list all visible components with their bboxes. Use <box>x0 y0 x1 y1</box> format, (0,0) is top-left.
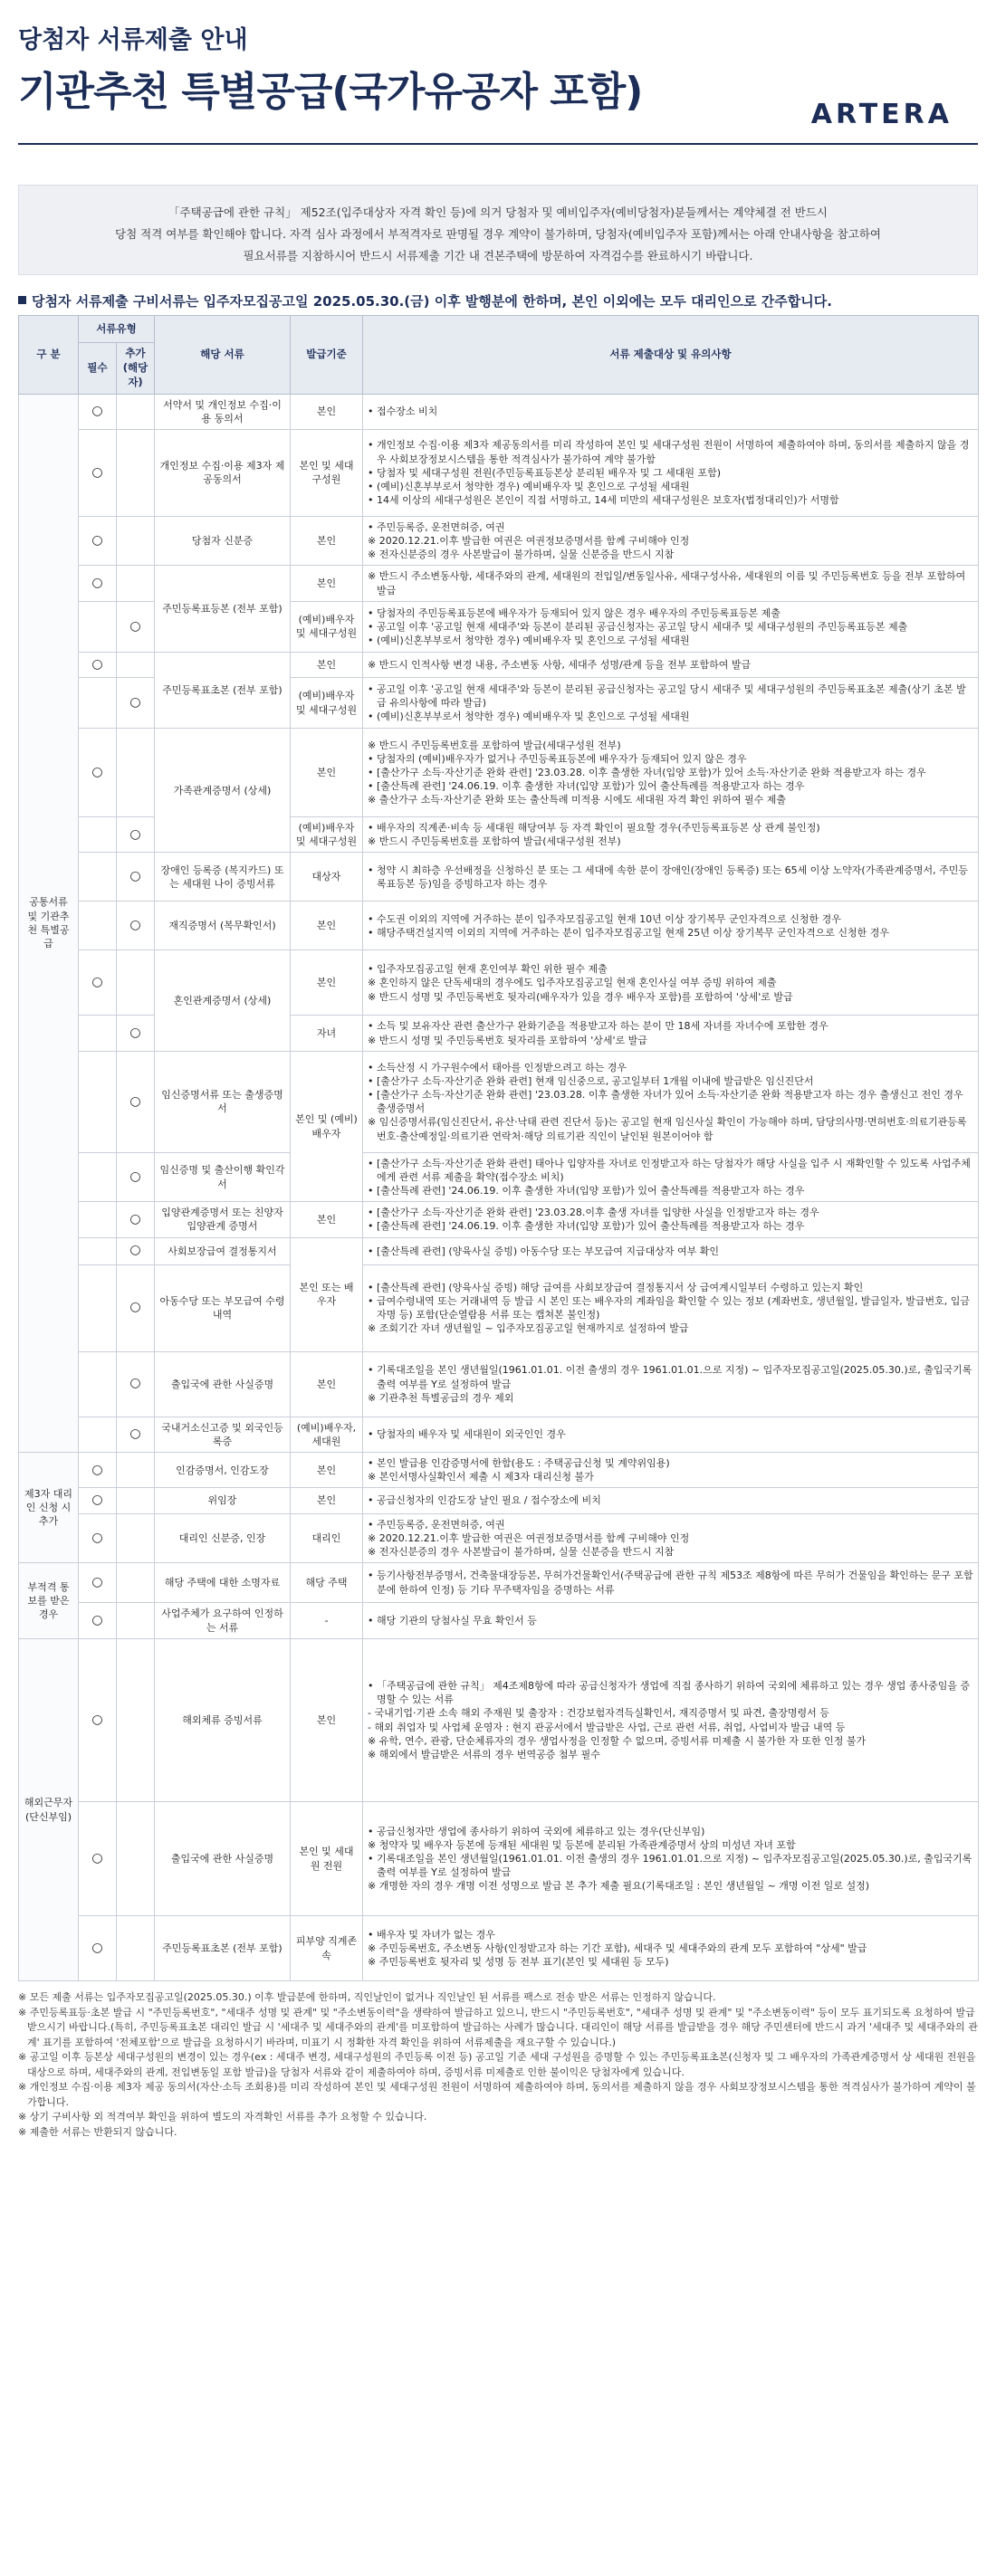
notes-cell <box>363 1202 979 1237</box>
criteria-cell: 본인 <box>291 566 363 601</box>
required-mark: ○ <box>79 950 117 1016</box>
additional-mark <box>117 1639 155 1802</box>
table-row <box>19 1152 979 1202</box>
notes-cell <box>363 1016 979 1051</box>
category-cell: 제3자 대리인 신청 시 추가 <box>19 1452 79 1562</box>
note-line: ※ 반드시 성명 및 주민등록번호 뒷자리(배우자가 있을 경우 배우자 포함)를 포함하여 '상세'로 발급 <box>368 990 793 1003</box>
required-mark: ○ <box>79 1563 117 1603</box>
additional-mark: ○ <box>117 1202 155 1237</box>
note-line: • 입주자모집공고일 현재 혼인여부 확인 위한 필수 제출 <box>368 963 608 976</box>
additional-mark: ○ <box>117 1051 155 1152</box>
additional-mark: ○ <box>117 678 155 729</box>
note-line: • [출산특례 관련] (양육사실 증빙) 해당 급여를 사회보장급여 결정통지서 상 급여계시일부터 수령하고 있는지 확인 <box>368 1281 864 1293</box>
criteria-cell: 본인 및 세대구성원 <box>291 429 363 516</box>
additional-mark: ○ <box>117 853 155 902</box>
doc-name: 주민등록표등본 (전부 포함) <box>155 566 291 652</box>
notes-cell <box>363 902 979 950</box>
table-row <box>19 902 979 950</box>
note-line: • (예비)신혼부부로서 청약한 경우) 예비배우자 및 혼인으로 구성될 세대원 <box>368 481 690 492</box>
doc-name: 임신증명 및 출산이행 확인각서 <box>155 1152 291 1202</box>
required-mark: ○ <box>79 516 117 566</box>
note-line: • 소득산정 시 가구원수에서 태아를 인정받으려고 하는 경우 <box>368 1061 627 1073</box>
notes-cell <box>363 678 979 729</box>
table-row <box>19 1639 979 1802</box>
additional-mark: ○ <box>117 1016 155 1051</box>
table-row <box>19 652 979 677</box>
note-line: • 당첨자의 주민등록표등본에 배우자가 등재되어 있지 않은 경우 배우자의 주민등록표등본 제출 <box>368 606 781 619</box>
notes-cell <box>363 1417 979 1452</box>
notice-text: 당첨자 서류제출 구비서류는 입주자모집공고일 2025.05.30.(금) 이후 발행분에 한하며, 본인 이외에는 모두 대리인으로 간주합니다. <box>32 293 832 310</box>
additional-mark <box>117 1513 155 1563</box>
notes-cell <box>363 394 979 429</box>
notes-cell <box>363 1639 979 1802</box>
note-line: • [출산가구 소득·자산기준 완화 관련] 태아나 입양자를 자녀로 인정받고자 하는 당첨자가 해당 사실을 입주 시 재확인할 수 있도록 사업주체에게 관련 서류 제출을 확약(접수장소 비치) <box>368 1157 971 1183</box>
required-mark <box>79 678 117 729</box>
page-subtitle: 당첨자 서류제출 안내 <box>18 26 248 54</box>
criteria-cell: 본인 <box>291 1351 363 1417</box>
table-row <box>19 1603 979 1639</box>
note-line: • [출산특례 관련] (양육사실 증빙) 아동수당 또는 부모급여 지급대상자 여부 확인 <box>368 1245 720 1257</box>
additional-mark <box>117 1488 155 1513</box>
note-line: • 주민등록증, 운전면허증, 여권 <box>368 520 505 533</box>
note-line: • 당첨자의 (예비)배우자가 없거나 주민등록표등본에 배우자가 등재되어 있지 않은 경우 <box>368 752 747 765</box>
criteria-cell: 본인 <box>291 950 363 1016</box>
note-line: • 14세 이상의 세대구성원은 본인이 직접 서명하고, 14세 미만의 세대구성원은 보호자(법정대리인)가 서명함 <box>368 494 839 507</box>
footnote: ※ 모든 제출 서류는 입주자모집공고일(2025.05.30.) 이후 발급분에 한하며, 직인날인이 없거나 직인날인 된 서류를 팩스로 전송 받은 서류는 인정하지 않습니다. <box>18 1991 716 2004</box>
table-row <box>19 1237 979 1264</box>
table-row <box>19 1264 979 1351</box>
doc-name: 인감증명서, 인감도장 <box>155 1452 291 1487</box>
criteria-cell: (예비)배우자, 세대원 <box>291 1417 363 1452</box>
additional-mark: ○ <box>117 1417 155 1452</box>
category-cell: 해외근무자 (단신부임) <box>19 1639 79 1981</box>
notes-cell <box>363 1603 979 1639</box>
additional-mark <box>117 1563 155 1603</box>
note-line: • 소득 및 보유자산 관련 출산가구 완화기준을 적용받고자 하는 분이 만 18세 자녀를 자녀수에 포함한 경우 <box>368 1020 828 1033</box>
notes-cell <box>363 516 979 566</box>
additional-mark <box>117 394 155 429</box>
note-line: • 해당주택건설지역 이외의 지역에 거주하는 분이 입주자모집공고일 현재 25년 이상 장기복무 군인자격으로 신청한 경우 <box>368 926 889 939</box>
note-line: • 급여수령내역 또는 거래내역 등 발급 시 본인 또는 배우자의 계좌임을 확인할 수 있는 정보 (계좌번호, 생년월일, 발급일자, 발급번호, 입금자명 등) 포함(단순열람용 서류 또는 캡쳐본 불인정) <box>368 1294 971 1321</box>
table-row <box>19 1351 979 1417</box>
additional-mark <box>117 516 155 566</box>
note-line: • 등기사항전부증명서, 건축물대장등본, 무허가건물확인서(주택공급에 관한 규칙 제53조 제8항에 따른 무허가 건물임을 확인하는 문구 포함분에 한하여 인정) 등 기타 무주택자임을 증명하는 서류 <box>368 1569 973 1596</box>
additional-mark <box>117 429 155 516</box>
additional-mark: ○ <box>117 1152 155 1202</box>
additional-mark <box>117 1603 155 1639</box>
notes-cell <box>363 1264 979 1351</box>
criteria-cell: 본인 <box>291 652 363 677</box>
notes-cell <box>363 817 979 853</box>
intro-box <box>18 185 978 275</box>
header <box>0 0 996 172</box>
additional-mark: ○ <box>117 1237 155 1264</box>
note-line: ※ 개명한 자의 경우 개명 이전 성명으로 발급 본 추가 제출 필요(기록대조일 : 본인 생년월일 ~ 개명 이전 일로 설정) <box>368 1880 870 1893</box>
doc-name: 주민등록표초본 (전부 포함) <box>155 652 291 728</box>
note-line: • 공급신청자만 생업에 종사하기 위하여 국외에 체류하고 있는 경우(단신부임) <box>368 1825 705 1837</box>
note-line: ※ 반드시 주민등록번호를 포함하여 발급(세대구성원 전부) <box>368 739 621 751</box>
note-line: ※ 전자신분증의 경우 사본발급이 불가하며, 실물 신분증을 반드시 지참 <box>368 1545 675 1558</box>
intro-line: 당첨 적격 여부를 확인해야 합니다. 자격 심사 과정에서 부적격자로 판명될 경우 계약이 불가하며, 당첨자(예비입주자 포함)께서는 아래 안내사항을 참고하여 <box>115 226 881 241</box>
criteria-cell: 본인 <box>291 516 363 566</box>
doc-name: 출입국에 관한 사실증명 <box>155 1802 291 1916</box>
required-mark <box>79 1417 117 1452</box>
note-line: • 본인 발급용 인감증명서에 한함(용도 : 주택공급신청 및 계약위임용) <box>368 1456 670 1469</box>
criteria-cell: 본인 <box>291 1202 363 1237</box>
doc-name: 장애인 등록증 (복지카드) 또는 세대원 나이 증빙서류 <box>155 853 291 902</box>
criteria-cell: 본인 <box>291 1452 363 1487</box>
table-row <box>19 566 979 601</box>
notes-cell <box>363 1488 979 1513</box>
note-line: • 청약 시 최하층 우선배정을 신청하신 분 또는 그 세대에 속한 분이 장애인(장애인 등록증) 또는 65세 이상 노약자(가족관계증명서, 주민등록표등본 등)임을 증빙하고자 하는 경우 <box>368 863 968 890</box>
note-line: - 해외 취업자 및 사업체 운영자 : 현지 관공서에서 발급받은 사업, 근로 관련 서류, 취업, 사업비자 발급 내역 등 <box>368 1721 846 1733</box>
table-row <box>19 1202 979 1237</box>
additional-mark: ○ <box>117 817 155 853</box>
notice <box>18 288 978 315</box>
intro-line: 「주택공급에 관한 규칙」 제52조(입주대상자 자격 확인 등)에 의거 당첨자 및 예비입주자(예비당첨자)분들께서는 계약체결 전 반드시 <box>168 205 828 219</box>
required-mark: ○ <box>79 1513 117 1563</box>
doc-name: 사회보장급여 결정통지서 <box>155 1237 291 1264</box>
criteria-cell: - <box>291 1603 363 1639</box>
header-divider <box>18 143 978 145</box>
additional-mark <box>117 1802 155 1916</box>
additional-mark: ○ <box>117 1351 155 1417</box>
note-line: ※ 2020.12.21.이후 발급한 여권은 여권정보증명서를 함께 구비해야 인정 <box>368 535 690 548</box>
note-line: ※ 주민등록번호 뒷자리 및 성명 등 전부 표기(본인 및 세대원 등 모두) <box>368 1956 669 1969</box>
note-line: • 주민등록증, 운전면허증, 여권 <box>368 1518 505 1531</box>
required-mark: ○ <box>79 429 117 516</box>
note-line: • 기록대조일을 본인 생년월일(1961.01.01. 이전 출생의 경우 1961.01.01.으로 지정) ~ 입주자모집공고일(2025.05.30.)로, 출입국기록출력 여부를 Y로 설정하여 발급 <box>368 1364 972 1390</box>
required-mark: ○ <box>79 652 117 677</box>
note-line: • 공고일 이후 '공고일 현재 세대주'와 등본이 분리된 공급신청자는 공고일 당시 세대주 및 세대구성원의 주민등록표초본 제출(상기 초본 발급 유의사항에 따라 발급) <box>368 682 966 709</box>
note-line: ※ 출산가구 소득·자산기준 완화 또는 출산특례 미적용 시에도 세대원 자격 확인 위하여 필수 제출 <box>368 794 786 806</box>
footnote: ※ 개인정보 수집·이용 제3자 제공 동의서(자산·소득 조회용)를 미리 작성하여 본인 및 세대구성원 전원이 서명하여 제출하여야 하며, 동의서를 제출하지 않을 경우 사회보장정보시스템을 통한 적격심사가 불가하여 계약이 불가합니다. <box>18 2081 976 2108</box>
doc-name: 해당 주택에 대한 소명자료 <box>155 1563 291 1603</box>
criteria-cell: 본인 <box>291 729 363 817</box>
required-mark <box>79 1016 117 1051</box>
notes-cell <box>363 1152 979 1202</box>
doc-name: 임신증명서류 또는 출생증명서 <box>155 1051 291 1152</box>
doc-name: 입양관계증명서 또는 친양자 입양관계 증명서 <box>155 1202 291 1237</box>
criteria-cell: 본인 <box>291 394 363 429</box>
table-row <box>19 853 979 902</box>
criteria-cell: (예비)배우자 및 세대구성원 <box>291 678 363 729</box>
table-row <box>19 1452 979 1487</box>
note-line: • 해당 기관의 당첨사실 무효 확인서 등 <box>368 1615 537 1627</box>
required-mark: ○ <box>79 1639 117 1802</box>
required-mark <box>79 1264 117 1351</box>
criteria-cell: (예비)배우자 및 세대구성원 <box>291 601 363 652</box>
footnote: ※ 상기 구비사항 외 적격여부 확인을 위하여 별도의 자격확인 서류를 추가 요청할 수 있습니다. <box>18 2111 427 2123</box>
criteria-cell: 본인 및 세대원 전원 <box>291 1802 363 1916</box>
doc-name: 사업주체가 요구하여 인정하는 서류 <box>155 1603 291 1639</box>
notes-cell <box>363 1802 979 1916</box>
note-line: • [출산가구 소득·자산기준 완화 관련] 현재 임신중으로, 공고일부터 1개월 이내에 발급받은 임신진단서 <box>368 1074 814 1087</box>
criteria-cell: 본인 <box>291 1639 363 1802</box>
required-mark <box>79 1152 117 1202</box>
additional-mark <box>117 729 155 817</box>
note-line: ※ 해외에서 발급받은 서류의 경우 번역공증 첨부 필수 <box>368 1749 600 1760</box>
note-line: • (예비)신혼부부로서 청약한 경우) 예비배우자 및 혼인으로 구성될 세대원 <box>368 711 690 723</box>
note-line: • 배우자의 직계존·비속 등 세대원 해당여부 등 자격 확인이 필요할 경우(주민등록표등본 상 관계 불인정) <box>368 822 820 835</box>
notes-cell <box>363 601 979 652</box>
table-row <box>19 429 979 516</box>
note-line: • [출산가구 소득·자산기준 완화 관련] '23.03.28.이후 출생 자녀를 입양한 사실을 인정받고자 하는 경우 <box>368 1207 819 1219</box>
notes-cell <box>363 1051 979 1152</box>
table-row <box>19 1802 979 1916</box>
criteria-cell: 대리인 <box>291 1513 363 1563</box>
notes-cell <box>363 566 979 601</box>
required-mark <box>79 1051 117 1152</box>
notes-cell <box>363 1452 979 1487</box>
criteria-cell: (예비)배우자 및 세대구성원 <box>291 817 363 853</box>
additional-mark <box>117 1916 155 1981</box>
criteria-cell: 본인 <box>291 902 363 950</box>
notes-cell <box>363 652 979 677</box>
note-line: • 배우자 및 자녀가 없는 경우 <box>368 1928 495 1941</box>
doc-name: 아동수당 또는 부모급여 수령내역 <box>155 1264 291 1351</box>
note-line: • 당첨자의 배우자 및 세대원이 외국인인 경우 <box>368 1428 566 1441</box>
notes-cell <box>363 1513 979 1563</box>
notes-cell <box>363 1916 979 1981</box>
note-line: • 수도권 이외의 지역에 거주하는 분이 입주자모집공고일 현재 10년 이상 장기복무 군인자격으로 신청한 경우 <box>368 912 841 925</box>
table-row <box>19 1417 979 1452</box>
header-doc: 해당 서류 <box>155 316 291 395</box>
required-mark: ○ <box>79 1452 117 1487</box>
additional-mark <box>117 1452 155 1487</box>
additional-mark <box>117 566 155 601</box>
criteria-cell: 본인 <box>291 1488 363 1513</box>
note-line: • [출산특례 관련] '24.06.19. 이후 출생한 자녀(입양 포함)가 있어 출산특례를 적용받고자 하는 경우 <box>368 1220 805 1233</box>
required-mark: ○ <box>79 1916 117 1981</box>
notes-cell <box>363 853 979 902</box>
note-line: • [출산특례 관련] '24.06.19. 이후 출생한 자녀(입양 포함)가 있어 출산특례를 적용받고자 하는 경우 <box>368 1185 805 1197</box>
additional-mark <box>117 950 155 1016</box>
note-line: • 공급신청자의 인감도장 날인 필요 / 접수장소에 비치 <box>368 1494 601 1507</box>
notes-cell <box>363 1351 979 1417</box>
table-row <box>19 1051 979 1152</box>
notes-cell <box>363 729 979 817</box>
note-line: • 접수장소 비치 <box>368 405 438 418</box>
note-line: • 당첨자 및 세대구성원 전원(주민등록표등본상 분리된 배우자 및 그 세대원 포함) <box>368 466 722 479</box>
doc-name: 혼인관계증명서 (상세) <box>155 950 291 1051</box>
table-row <box>19 950 979 1016</box>
table-row <box>19 1563 979 1603</box>
doc-name: 출입국에 관한 사실증명 <box>155 1351 291 1417</box>
note-line: • [출산가구 소득·자산기준 완화 관련] '23.03.28. 이후 출생한 자녀가 있어 소득·자산기준 완화 적용받고자 하는 경우 출생신고 전인 경우 출생증명서 <box>368 1089 963 1115</box>
required-mark: ○ <box>79 729 117 817</box>
criteria-cell: 대상자 <box>291 853 363 902</box>
doc-name: 국내거소신고증 및 외국인등록증 <box>155 1417 291 1452</box>
doc-name: 개인정보 수집·이용 제3자 제공동의서 <box>155 429 291 516</box>
footnotes <box>18 1990 978 2140</box>
criteria-cell: 해당 주택 <box>291 1563 363 1603</box>
note-line: • 공고일 이후 '공고일 현재 세대주'와 등본이 분리된 공급신청자는 공고일 당시 세대주 및 세대구성원의 주민등록표등본 제출 <box>368 620 908 633</box>
doc-name: 위임장 <box>155 1488 291 1513</box>
table-row <box>19 1916 979 1981</box>
note-line: ※ 조회기간 자녀 생년월일 ~ 입주자모집공고일 현재까지로 설정하여 발급 <box>368 1322 689 1335</box>
note-line: ※ 2020.12.21.이후 발급한 여권은 여권정보증명서를 함께 구비해야 인정 <box>368 1531 690 1544</box>
footnote: ※ 공고일 이후 등본상 세대구성원의 변경이 있는 경우(ex : 세대주 변경, 세대구성원의 주민등록 이전 등) 공고일 기준 세대 구성원을 증명할 수 있는 주민등록표초본(신청자 및 그 배우자의 가족관계증명서 상 세대원 전원을 대상으로 하며, 세대주와의 관계, 전입변동일 포함 발급)을 당첨자 서류와 같이 제출하여야 하며, 증빙서류 미제출로 인한 불이익은 당첨자에게 있습니다. <box>18 2051 976 2078</box>
required-mark: ○ <box>79 566 117 601</box>
required-mark <box>79 853 117 902</box>
doc-name: 서약서 및 개인정보 수집·이용 동의서 <box>155 394 291 429</box>
header-criteria: 발급기준 <box>291 316 363 395</box>
note-line: • [출산특례 관련] '24.06.19. 이후 출생한 자녀(입양 포함)가 있어 출산특례를 적용받고자 하는 경우 <box>368 780 805 793</box>
note-line: ※ 유학, 연수, 관광, 단순체류자의 경우 생업사정을 인정할 수 없으며, 증빙서류 미제출 시 불가한 자 또한 인정 불가 <box>368 1734 867 1747</box>
note-line: • [출산가구 소득·자산기준 완화 관련] '23.03.28. 이후 출생한 자녀(입양 포함)가 있어 소득·자산기준 완화 적용받고자 하는 경우 <box>368 767 926 778</box>
required-mark: ○ <box>79 394 117 429</box>
table-body <box>19 394 979 1981</box>
required-mark: ○ <box>79 1802 117 1916</box>
header-additional: 추가(해당자) <box>117 343 155 395</box>
note-line: - 국내기업·기관 소속 해외 주재원 및 출장자 : 건강보험자격득실확인서, 재직증명서 및 파견, 출장명령서 등 <box>368 1707 829 1720</box>
table-row <box>19 1513 979 1563</box>
additional-mark <box>117 652 155 677</box>
doc-name: 주민등록표초본 (전부 포함) <box>155 1916 291 1981</box>
intro-line: 필요서류를 지참하시어 반드시 서류제출 기간 내 견본주택에 방문하여 자격검수를 완료하시기 바랍니다. <box>243 248 753 262</box>
doc-name: 대리인 신분증, 인장 <box>155 1513 291 1563</box>
required-mark <box>79 902 117 950</box>
criteria-cell: 피부양 직계존속 <box>291 1916 363 1981</box>
notes-cell <box>363 950 979 1016</box>
header-type: 서류유형 <box>79 316 155 343</box>
notes-cell <box>363 1237 979 1264</box>
additional-mark: ○ <box>117 1264 155 1351</box>
note-line: ※ 전자신분증의 경우 사본발급이 불가하며, 실물 신분증을 반드시 지참 <box>368 549 675 561</box>
required-mark <box>79 817 117 853</box>
note-line: ※ 혼인하지 않은 단독세대의 경우에도 입주자모집공고일 현재 혼인사실 여부 증빙 위하여 제출 <box>368 977 777 989</box>
note-line: ※ 반드시 주민등록번호를 포함하여 발급(세대구성원 전부) <box>368 835 621 848</box>
required-mark <box>79 1351 117 1417</box>
additional-mark: ○ <box>117 601 155 652</box>
note-line: ※ 반드시 인적사항 변경 내용, 주소변동 사항, 세대주 성명/관계 등을 전부 포함하여 발급 <box>368 658 752 671</box>
doc-name: 재직증명서 (복무확인서) <box>155 902 291 950</box>
doc-name: 해외체류 증빙서류 <box>155 1639 291 1802</box>
criteria-cell: 본인 및 (예비)배우자 <box>291 1051 363 1202</box>
category-cell: 공통서류 및 기관추천 특별공급 <box>19 394 79 1452</box>
header-category: 구 분 <box>19 316 79 395</box>
required-mark <box>79 601 117 652</box>
footnote: ※ 제출한 서류는 반환되지 않습니다. <box>18 2125 177 2138</box>
note-line: • 기록대조일을 본인 생년월일(1961.01.01. 이전 출생의 경우 1961.01.01.으로 지정) ~ 입주자모집공고일(2025.05.30.)로, 출입국기록출력 여부를 Y로 설정하여 발급 <box>368 1853 972 1879</box>
note-line: ※ 반드시 주소변동사항, 세대주와의 관계, 세대원의 전입일/변동일사유, 세대구성사유, 세대원의 이름 및 주민등록번호 등을 전부 포함하여 발급 <box>368 570 966 596</box>
required-mark: ○ <box>79 1488 117 1513</box>
note-line: ※ 반드시 성명 및 주민등록번호 뒷자리를 포함하여 '상세'로 발급 <box>368 1034 647 1046</box>
table-row <box>19 729 979 817</box>
notes-cell <box>363 1563 979 1603</box>
required-mark: ○ <box>79 1603 117 1639</box>
note-line: • 개인정보 수집·이용 제3자 제공동의서를 미리 작성하여 본인 및 세대구성원 전원이 서명하여 제출하여야 하며, 동의서를 제출하지 않을 경우 사회보장정보시스템을 통한 적격심사가 불가하여 계약 불가함 <box>368 439 970 465</box>
table-row <box>19 1488 979 1513</box>
criteria-cell: 본인 또는 배우자 <box>291 1237 363 1351</box>
page-title: 기관추천 특별공급(국가유공자 포함) <box>18 69 643 115</box>
note-line: ※ 임신증명서류(임신진단서, 유산·낙태 관련 진단서 등)는 공고일 현재 임신사실 확인이 가능해야 하며, 담당의사명·면허번호·의료기관등록번호·출산예정일·의료기관 연락처·해당 의료기관 직인이 날인된 원본이어야 함 <box>368 1116 967 1142</box>
notes-cell <box>363 429 979 516</box>
required-mark <box>79 1202 117 1237</box>
note-line: • (예비)신혼부부로서 청약한 경우) 예비배우자 및 혼인으로 구성될 세대원 <box>368 634 690 646</box>
footnote: ※ 주민등록표등·초본 발급 시 "주민등록번호", "세대주 성명 및 관계" 및 "주소변동이력"을 생략하여 발급하고 있으니, 반드시 "주민등록번호", "세대주 성명 및 관계" 및 "주소변동이력" 등이 모두 표기되도록 요청하여 발급받으시기 바랍니다.(특히, 주민등록표초본 대리인 발급 시 '세대주 및 세대주와의 관계'를 미포함하여 발급하는 사례가 많습니다. 대리인이 해당 서류를 발급받을 경우 해당 주민센터에 반드시 과거 '세대주 및 세대주와의 관계' 표기를 포함하여 '전체포함'으로 발급을 요청하시기 바라며, 미표기 시 정확한 자격 확인을 위하여 서류제출을 재요구할 수 있습니다.) <box>18 2006 978 2048</box>
note-line: ※ 본인서명사실확인서 제출 시 제3자 대리신청 불가 <box>368 1471 594 1484</box>
note-line: ※ 기관추천 특별공급의 경우 제외 <box>368 1391 514 1404</box>
doc-name: 당첨자 신분증 <box>155 516 291 566</box>
table-row <box>19 516 979 566</box>
category-cell: 부적격 통보를 받은 경우 <box>19 1563 79 1639</box>
header-required: 필수 <box>79 343 117 395</box>
doc-name: 가족관계증명서 (상세) <box>155 729 291 853</box>
header-notes: 서류 제출대상 및 유의사항 <box>363 316 979 395</box>
criteria-cell: 자녀 <box>291 1016 363 1051</box>
document-table <box>18 315 979 1981</box>
table-row <box>19 394 979 429</box>
square-bullet-icon <box>18 296 26 304</box>
note-line: ※ 주민등록번호, 주소변동 사항(인정받고자 하는 기간 포함), 세대주 및 세대주와의 관계 모두 포함하여 "상세" 발급 <box>368 1942 867 1955</box>
note-line: ※ 청약자 및 배우자 등본에 등재된 세대원 및 등본에 분리된 가족관계증명서 상의 미성년 자녀 포함 <box>368 1838 796 1851</box>
note-line: • 「주택공급에 관한 규칙」 제4조제8항에 따라 공급신청자가 생업에 직접 종사하기 위하여 국외에 체류하고 있는 경우 생업 종사중임을 증명할 수 있는 서류 <box>368 1680 971 1706</box>
additional-mark: ○ <box>117 902 155 950</box>
required-mark <box>79 1237 117 1264</box>
artera-logo: ARTERA <box>810 99 953 130</box>
